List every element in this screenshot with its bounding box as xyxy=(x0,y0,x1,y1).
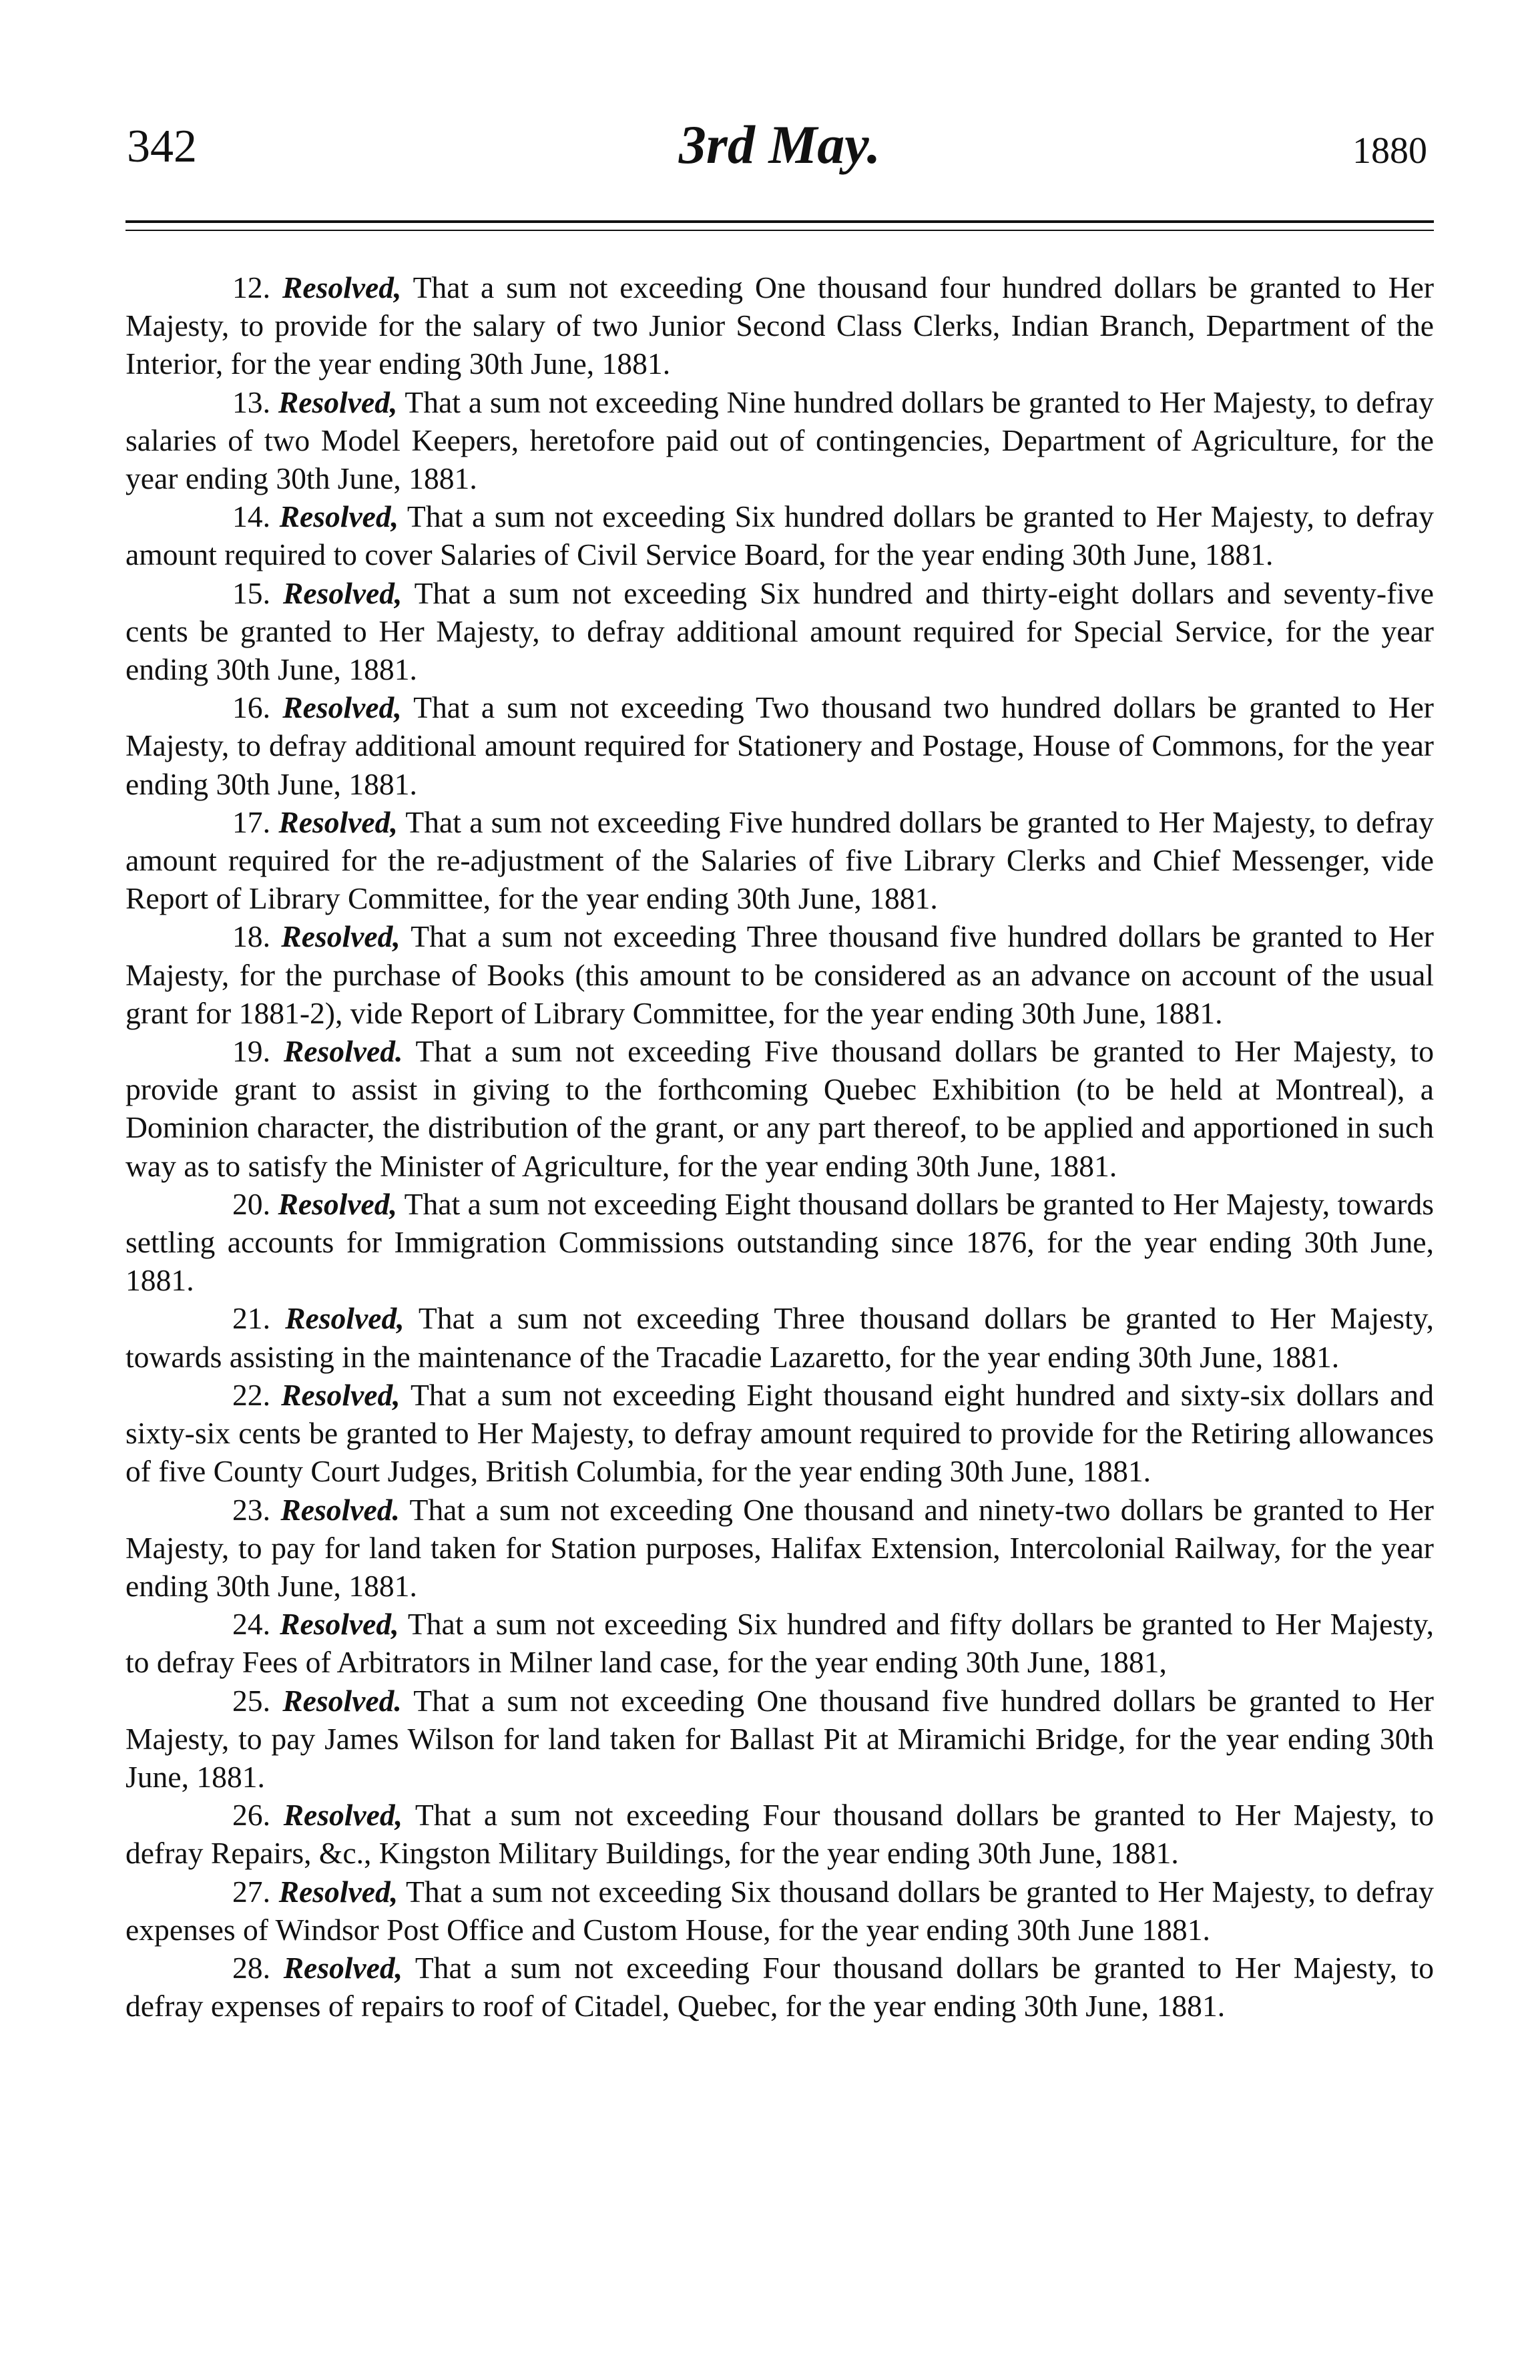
resolution-text: That a sum not exceeding Four thousand dollars be granted to Her Majesty, to defray expenses of repairs to roof of Citadel, Quebec, for the year ending 30th June, 1881. xyxy=(125,1950,1435,2024)
resolution-item xyxy=(125,1491,1434,1606)
resolution-item xyxy=(125,1682,1434,1797)
resolution-item xyxy=(125,1605,1434,1681)
resolved-label: Resolved. xyxy=(283,1034,403,1069)
resolved-label: Resolved, xyxy=(278,385,398,419)
resolution-number: 28. xyxy=(232,1950,270,1985)
page-number: 342 xyxy=(127,121,197,172)
resolution-number: 15. xyxy=(232,575,270,610)
resolution-item xyxy=(125,1376,1434,1491)
resolution-number: 18. xyxy=(232,919,270,954)
resolved-label: Resolved. xyxy=(280,1492,400,1527)
resolutions-list xyxy=(125,268,1434,2025)
resolution-text: That a sum not exceeding Six hundred dollars be granted to Her Majesty, to defray amount required to cover Salaries of Civil Service Board, for the year ending 30th June, 1881. xyxy=(125,499,1434,572)
resolution-number: 12. xyxy=(232,270,270,304)
resolution-number: 25. xyxy=(232,1683,270,1718)
resolution-text: That a sum not exceeding Six thousand dollars be granted to Her Majesty, to defray expenses of Windsor Post Office and Custom House, for the year ending 30th June 1881. xyxy=(125,1874,1434,1947)
resolution-text: That a sum not exceeding Four thousand dollars be granted to Her Majesty, to defray Repairs, &c., Kingston Military Buildings, for the year ending 30th June, 1881. xyxy=(125,1798,1435,1871)
resolution-item xyxy=(125,383,1434,498)
resolution-number: 23. xyxy=(232,1492,270,1527)
resolution-text: That a sum not exceeding Three thousand five hundred dollars be granted to Her Majesty, for the purchase of Books (this amount to be considered as an advance on account of the usual grant for 1881-2), vide Report of Library Committee, for the year ending 30th June, 1881. xyxy=(125,919,1434,1030)
resolved-label: Resolved, xyxy=(280,1607,399,1642)
resolution-number: 20. xyxy=(232,1186,270,1221)
page-header xyxy=(125,113,1434,200)
resolved-label: Resolved, xyxy=(283,1798,403,1833)
resolution-item xyxy=(125,1032,1434,1185)
resolution-item xyxy=(125,1299,1434,1375)
resolution-item xyxy=(125,917,1434,1032)
resolution-text: That a sum not exceeding Five thousand dollars be granted to Her Majesty, to provide grant to assist in giving to the forthcoming Quebec Exhibition (to be held at Montreal), a Dominion character, the distribution of the grant, or any part thereof, to be applied and apportioned in such way as to satisfy the Minister of Agriculture, for the year ending 30th June, 1881. xyxy=(125,1034,1434,1183)
resolved-label: Resolved, xyxy=(281,1377,401,1412)
resolution-text: That a sum not exceeding One thousand and ninety-two dollars be granted to Her Majesty, to pay for land taken for Station purposes, Halifax Extension, Intercolonial Railway, for the year ending 30th June, 1881. xyxy=(125,1492,1434,1603)
resolution-number: 13. xyxy=(232,385,270,419)
resolution-number: 16. xyxy=(232,690,270,725)
resolution-number: 27. xyxy=(232,1874,270,1909)
resolution-item xyxy=(125,497,1434,573)
resolution-item xyxy=(125,1949,1434,2025)
resolution-text: That a sum not exceeding One thousand five hundred dollars be granted to Her Majesty, to pay James Wilson for land taken for Ballast Pit at Miramichi Bridge, for the year ending 30th June, 1881. xyxy=(125,1683,1434,1794)
resolution-number: 21. xyxy=(232,1301,270,1336)
header-rule-thick xyxy=(125,220,1434,223)
header-rule-thin xyxy=(125,230,1434,231)
resolution-number: 17. xyxy=(232,804,270,839)
resolved-label: Resolved, xyxy=(279,499,399,534)
resolved-label: Resolved, xyxy=(278,1874,399,1909)
resolution-text: That a sum not exceeding Five hundred dollars be granted to Her Majesty, to defray amount required for the re-adjustment of the Salaries of five Library Clerks and Chief Messenger, vide Report of Library Committee, for the year ending 30th June, 1881. xyxy=(125,804,1434,916)
resolution-number: 14. xyxy=(232,499,270,534)
resolved-label: Resolved, xyxy=(282,690,402,725)
resolution-item xyxy=(125,803,1434,918)
resolution-item xyxy=(125,268,1434,383)
resolution-text: That a sum not exceeding Nine hundred dollars be granted to Her Majesty, to defray salaries of two Model Keepers, heretofore paid out of contingencies, Department of Agriculture, for the year ending 30th June, 1881. xyxy=(125,385,1435,496)
resolution-text: That a sum not exceeding Three thousand dollars be granted to Her Majesty, towards assisting in the maintenance of the Tracadie Lazaretto, for the year ending 30th June, 1881. xyxy=(125,1301,1435,1374)
resolution-number: 26. xyxy=(232,1798,270,1833)
resolution-text: That a sum not exceeding Two thousand two hundred dollars be granted to Her Majesty, to defray additional amount required for Stationery and Postage, House of Commons, for the year ending 30th June, 1881. xyxy=(125,690,1434,801)
resolution-number: 24. xyxy=(232,1607,270,1642)
resolution-item xyxy=(125,688,1434,803)
resolution-text: That a sum not exceeding Six hundred and thirty-eight dollars and seventy-five cents be granted to Her Majesty, to defray additional amount required for Special Service, for the year ending 30th June, 1881. xyxy=(125,575,1434,687)
document-page xyxy=(125,113,1434,2025)
resolved-label: Resolved, xyxy=(282,270,402,304)
resolution-number: 22. xyxy=(232,1377,270,1412)
resolution-text: That a sum not exceeding Eight thousand dollars be granted to Her Majesty, towards settling accounts for Immigration Commissions outstanding since 1876, for the year ending 30th June, 1881. xyxy=(125,1186,1434,1298)
resolution-item xyxy=(125,574,1434,689)
page-year: 1880 xyxy=(1352,130,1427,172)
resolved-label: Resolved, xyxy=(281,919,401,954)
resolved-label: Resolved, xyxy=(278,804,398,839)
resolved-label: Resolved, xyxy=(283,1950,403,1985)
resolution-text: That a sum not exceeding One thousand four hundred dollars be granted to Her Majesty, to provide for the salary of two Junior Second Class Clerks, Indian Branch, Department of the Interior, for the year ending 30th June, 1881. xyxy=(125,270,1435,381)
resolved-label: Resolved, xyxy=(282,575,403,610)
resolution-item xyxy=(125,1796,1434,1872)
resolution-number: 19. xyxy=(232,1034,270,1069)
resolved-label: Resolved, xyxy=(278,1186,397,1221)
resolution-text: That a sum not exceeding Six hundred and fifty dollars be granted to Her Majesty, to defray Fees of Arbitrators in Milner land case, for the year ending 30th June, 1881, xyxy=(125,1607,1434,1680)
page-title: 3rd May. xyxy=(678,114,881,175)
resolution-text: That a sum not exceeding Eight thousand eight hundred and sixty-six dollars and sixty-six cents be granted to Her Majesty, to defray amount required to provide for the Retiring allowances of five County Court Judges, British Columbia, for the year ending 30th June, 1881. xyxy=(125,1377,1434,1489)
resolution-item xyxy=(125,1185,1434,1300)
resolved-label: Resolved. xyxy=(282,1683,402,1718)
resolution-item xyxy=(125,1873,1434,1949)
resolved-label: Resolved, xyxy=(285,1301,405,1336)
